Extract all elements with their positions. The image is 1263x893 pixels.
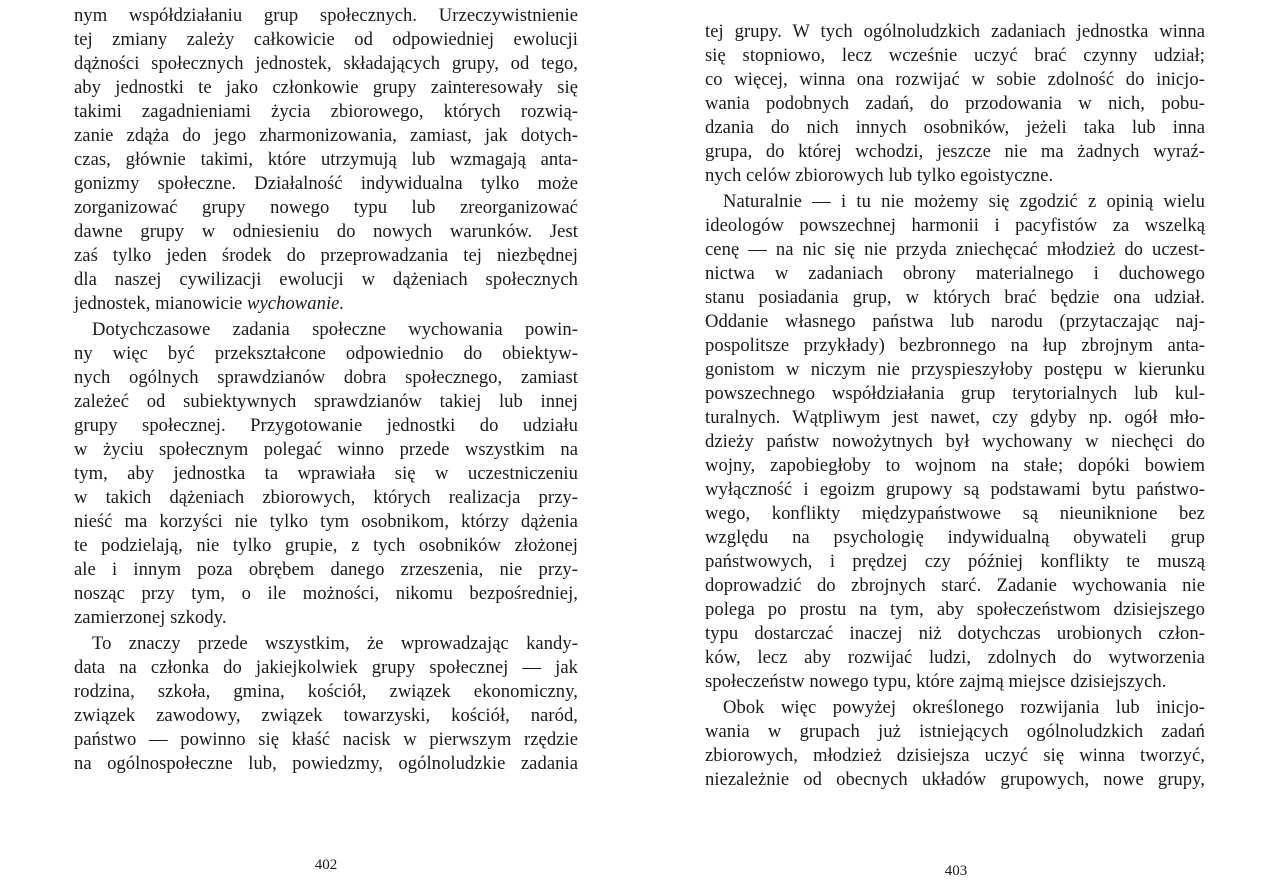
text-line: aby jednostki te jako członkowie grupy zainteresowały się [74, 77, 578, 98]
text-line: polega po prostu na tym, aby społeczeństwom dzisiejszego [705, 599, 1205, 620]
text-line: turalnych. Wątpliwym jest nawet, czy gdyby np. ogół mło- [705, 407, 1205, 428]
page-number: 403 [944, 863, 968, 879]
text-line: względu na psychologię indywidualną obywateli grup [705, 527, 1205, 548]
text-line: nieść ma korzyści nie tylko tym osobnikom, którzy dążenia [74, 511, 578, 532]
text-line: zorganizować grupy nowego typu lub zreorganizować [74, 197, 578, 218]
text-line: gonistom w niczym nie przyspieszyłoby postępu w kierunku [705, 359, 1205, 380]
text-line: zanie zdąża do jego zharmonizowania, zamiast, jak dotych- [74, 125, 578, 146]
text-line: nych celów zbiorowych lub tylko egoistyczne. [705, 165, 1054, 186]
text-line: dawne grupy w odniesieniu do nowych warunków. Jest [74, 221, 578, 242]
text-line: wojny, zapobiegłoby to wojnom na stałe; dopóki bowiem [705, 455, 1205, 476]
text-line: tej grupy. W tych ogólnoludzkich zadaniach jednostka winna [705, 21, 1205, 42]
text-line: rodzina, szkoła, gmina, kościół, związek ekonomiczny, [74, 681, 578, 702]
text-line: stanu posiadania grup, w których brać będzie ona udział. [705, 287, 1205, 308]
text-line: niezależnie od obecnych układów grupowych, nowe grupy, [705, 769, 1205, 790]
text-line: grupy społecznej. Przygotowanie jednostki do udziału [74, 415, 578, 436]
text-line: te podzielają, nie tylko grupie, z tych osobników złożonej [74, 535, 578, 556]
text-line: czas, głównie takimi, które utrzymują lub wzmagają anta- [74, 149, 578, 170]
emphasis-word: wychowanie. [247, 293, 345, 314]
text-line: w takich dążeniach zbiorowych, których realizacja przy- [74, 487, 578, 508]
text-line: pospolitsze przykłady) bezbronnego na łup zbrojnym anta- [705, 335, 1205, 356]
text-line: doprowadzić do zbrojnych starć. Zadanie wychowania nie [705, 575, 1205, 596]
text-line: społeczeństw nowego typu, które zajmą miejsce dzisiejszych. [705, 671, 1167, 692]
text-line: dzania do nich innych osobników, jeżeli taka lub inna [705, 117, 1205, 138]
text-line: takimi zagadnieniami życia zbiorowego, których rozwią- [74, 101, 578, 122]
paragraph-start-line: Obok więc powyżej określonego rozwijania lub inicjo- [723, 697, 1205, 718]
paragraph-start-line: Dotychczasowe zadania społeczne wychowania powin- [92, 319, 578, 340]
paragraph-start-line: To znaczy przede wszystkim, że wprowadzając kandy- [92, 633, 578, 654]
text-line: ny więc być przekształcone odpowiednio do obiektyw- [74, 343, 578, 364]
text-line: zaś tylko jeden środek do przeprowadzania tej niezbędnej [74, 245, 578, 266]
text-line: zamierzonej szkody. [74, 607, 227, 628]
text-line: ale i innym poza obrębem danego zrzeszenia, nie przy- [74, 559, 578, 580]
text-line: Oddanie własnego państwa lub narodu (przytaczając naj- [705, 311, 1205, 332]
text-line: ków, lecz aby rozwijać ludzi, zdolnych do wytworzenia [705, 647, 1205, 668]
text-line: państwo — powinno się kłaść nacisk w pierwszym rzędzie [74, 729, 578, 750]
text-line: tej zmiany zależy całkowicie od odpowiedniej ewolucji [74, 29, 578, 50]
text-line: na ogólnospołeczne lub, powiedzmy, ogólnoludzkie zadania [74, 753, 578, 774]
text-line: zbiorowych, młodzież dzisiejsza uczyć się winna tworzyć, [705, 745, 1205, 766]
text-run: jednostek, mianowicie [74, 293, 248, 314]
text-line: nych ogólnych sprawdzianów dobra społecznego, zamiast [74, 367, 578, 388]
text-line: typu dostarczać inaczej niż dotychczas urobionych człon- [705, 623, 1205, 644]
text-line: gonizmy społeczne. Działalność indywidualna tylko może [74, 173, 578, 194]
text-line: wyłączność i egoizm grupowy są podstawami bytu państwo- [705, 479, 1205, 500]
text-line: się stopniowo, lecz wcześnie uczyć brać czynny udział; [705, 45, 1205, 66]
text-line: tym, aby jednostka ta wprawiała się w uczestniczeniu [74, 463, 578, 484]
text-line: wania podobnych zadań, do przodowania w nich, pobu- [705, 93, 1205, 114]
text-line: ideologów powszechnej harmonii i pacyfistów za wszelką [705, 215, 1205, 236]
right-page [705, 0, 1205, 893]
text-line: data na członka do jakiejkolwiek grupy społecznej — jak [74, 657, 578, 678]
text-line: w życiu społecznym polegać winno przede wszystkim na [74, 439, 578, 460]
text-line: dążności społecznych jednostek, składających grupy, od tego, [74, 53, 578, 74]
text-line: powszechnego współdziałania grup terytorialnych lub kul- [705, 383, 1205, 404]
text-line: związek zawodowy, związek towarzyski, kościół, naród, [74, 705, 578, 726]
text-line: nym współdziałaniu grup społecznych. Urzeczywistnienie [74, 5, 578, 26]
text-line: grupa, do której wchodzi, jeszcze nie ma żadnych wyraź- [705, 141, 1205, 162]
text-line: co więcej, winna ona rozwijać w sobie zdolność do inicjo- [705, 69, 1205, 90]
text-line: nosząc przy tym, o ile możności, nikomu bezpośredniej, [74, 583, 578, 604]
text-line: dla naszej cywilizacji ewolucji w dążeniach społecznych [74, 269, 578, 290]
paragraph-start-line: Naturalnie — i tu nie możemy się zgodzić z opinią wielu [723, 191, 1205, 212]
text-line: cenę — na nic się nie przyda zniechęcać młodzież do uczest- [705, 239, 1205, 260]
text-line: wania w grupach już istniejących ogólnoludzkich zadań [705, 721, 1205, 742]
text-line: państwowych, i prędzej czy później konflikty te muszą [705, 551, 1205, 572]
left-page [74, 0, 578, 893]
text-line: wego, konflikty międzypaństwowe są nieuniknione bez [705, 503, 1205, 524]
text-line [74, 292, 578, 316]
text-line: nictwa w zadaniach obrony materialnego i duchowego [705, 263, 1205, 284]
page-number: 402 [314, 857, 338, 873]
text-line: zależeć od subiektywnych sprawdzianów takiej lub innej [74, 391, 578, 412]
text-line: dzieży państw nowożytnych był wychowany w niechęci do [705, 431, 1205, 452]
